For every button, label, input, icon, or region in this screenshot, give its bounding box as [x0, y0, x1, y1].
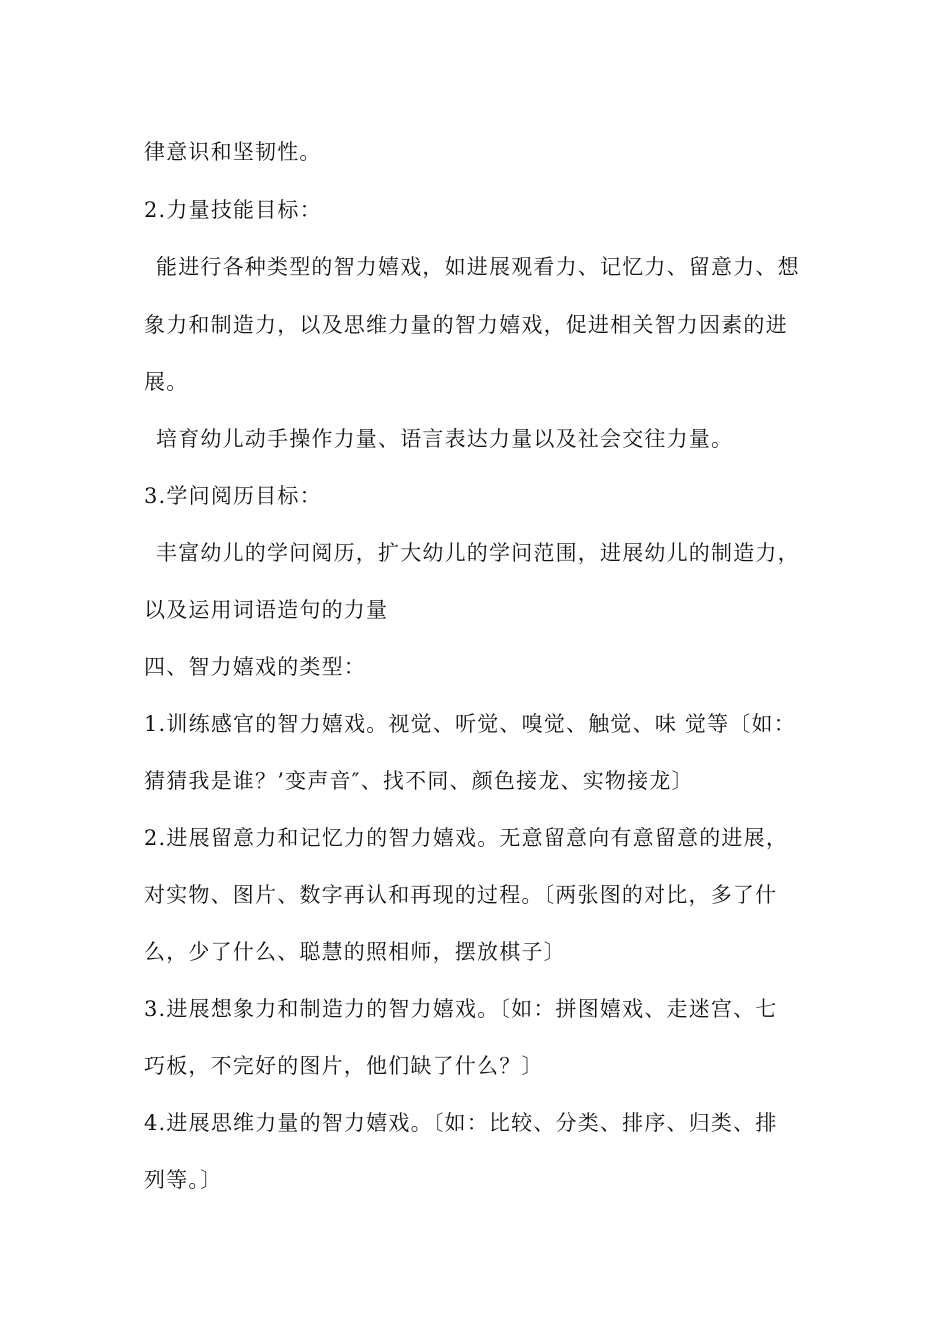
text-line: 么，少了什么、聪慧的照相师，摆放棋子〕 [144, 940, 566, 964]
text-line: 培育幼儿动手操作力量、语言表达力量以及社会交往力量。 [156, 427, 734, 451]
section-heading: 2.力量技能目标： [144, 198, 322, 222]
text-line: 丰富幼儿的学问阅历，扩大幼儿的学问范围，进展幼儿的制造力， [156, 541, 800, 565]
text-line: 列等。〕 [144, 1168, 223, 1192]
text-line: 象力和制造力，以及思维力量的智力嬉戏，促进相关智力因素的进 [144, 313, 788, 337]
text-line: 对实物、图片、数字再认和再现的过程。〔两张图的对比，多了什 [144, 883, 778, 907]
section-heading: 四、智力嬉戏的类型： [144, 655, 366, 679]
list-item: 3.进展想象力和制造力的智力嬉戏。〔如：拼图嬉戏、走迷宫、七 [144, 997, 778, 1021]
list-item: 4.进展思维力量的智力嬉戏。〔如：比较、分类、排序、归类、排 [144, 1111, 778, 1135]
text-line: 巧板，不完好的图片，他们缺了什么？〕 [144, 1054, 544, 1078]
text-line: 能进行各种类型的智力嬉戏，如进展观看力、记忆力、留意力、想 [156, 255, 800, 279]
text-line: 以及运用词语造句的力量 [144, 598, 389, 622]
list-item: 2.进展留意力和记忆力的智力嬉戏。无意留意向有意留意的进展， [144, 826, 789, 850]
text-line: 律意识和坚韧性。 [144, 140, 322, 164]
list-item: 1.训练感官的智力嬉戏。视觉、听觉、嗅觉、触觉、味 觉等〔如： [144, 712, 796, 736]
text-line: 展。 [144, 370, 189, 394]
text-line: 猜猜我是谁？’变声音″、找不同、颜色接龙、实物接龙〕 [144, 769, 694, 793]
section-heading: 3.学问阅历目标： [144, 484, 322, 508]
